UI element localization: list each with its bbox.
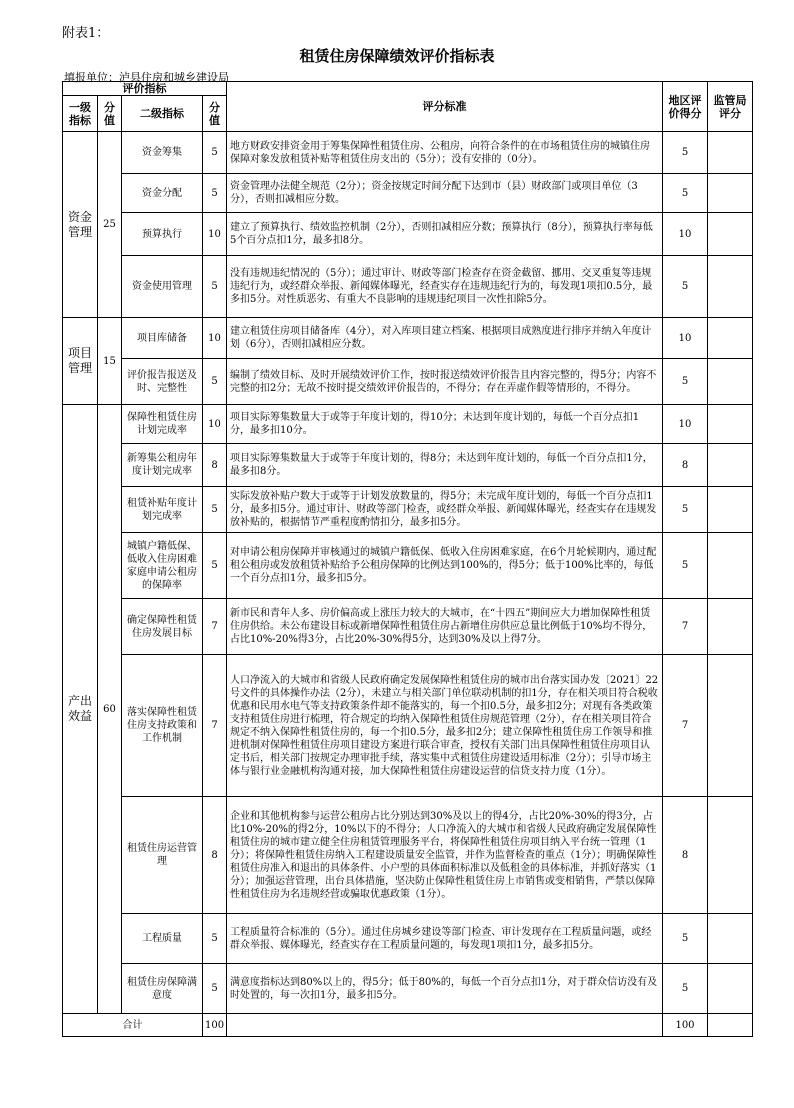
level2-score: 5 [203,487,227,533]
local-score: 10 [663,318,708,359]
level2-name: 城镇户籍低保、低收入住房困难家庭申请公租房的保障率 [122,533,203,599]
local-score: 5 [663,964,708,1014]
criteria-text: 编制了绩效目标、及时开展绩效评价工作，按时报送绩效评价报告且内容完整的，得5分；内容不完整的扣2分；无故不按时提交绩效评价报告的，不得分；存在弄虚作假等情形的，不得分。 [227,359,663,405]
local-score: 7 [663,655,708,797]
supervisor-score[interactable] [708,655,753,797]
annex-label: 附表1： [62,26,110,41]
criteria-text: 满意度指标达到80%以上的，得5分；低于80%的，每低一个百分点扣1分，对于群众信访没有及时处置的，每一次扣1分，最多扣5分。 [227,964,663,1014]
local-score: 10 [663,213,708,256]
table-row [63,797,753,914]
level1-name: 项目管理 [63,318,98,405]
total-local-score: 100 [663,1014,708,1037]
level2-score: 5 [203,174,227,213]
criteria-text: 对申请公租房保障并审核通过的城镇户籍低保、低收入住房困难家庭，在6个月轮候期内，通过配租公租房或发放租赁补贴给予公租房保障的比例达到100%的，得5分；低于100%比率的，每低一个百分点扣1分，最多扣5分。 [227,533,663,599]
criteria-text: 项目实际筹集数量大于或等于年度计划的，得10分；未达到年度计划的，每低一个百分点扣1分，最多扣10分。 [227,405,663,444]
level2-score: 5 [203,914,227,964]
criteria-text: 工程质量符合标准的（5分）。通过住房城乡建设等部门检查、审计发现存在工程质量问题，或经群众举报、媒体曝光，经查实存在工程质量问题的，每发现1项扣1分，最多扣5分。 [227,914,663,964]
criteria-text: 人口净流入的大城市和省级人民政府确定发展保障性租赁住房的城市出台落实国办发〔2021〕22号文件的具体操作办法（2分），未建立与相关部门单位联动机制的扣1分，存在相关项目符合税收优惠和民用水电气等支持政策条件却不能落实的，每一个扣0.5分，最多扣2分；对现有各类政策支持租赁住房进行梳理，符合规定的均纳入保障性租赁住房规范管理（2分），存在相关项目符合规定不纳入保障性租赁住房的，每一个扣0.5分，最多扣2分；建立保障性租赁住房工作领导和推进机制对保障性租赁住房项目建设方案进行联合审查，授权有关部门出具保障性租赁住房项目认定书后，相关部门按规定办理审批手续，落实集中式租赁住房建设适用标准（2分）；引导市场主体与银行业金融机构沟通对接，加大保障性租赁住房建设运营的信贷支持力度（1分）。 [227,655,663,797]
table-row [63,914,753,964]
local-score: 5 [663,533,708,599]
local-score: 5 [663,256,708,318]
level2-score: 5 [203,359,227,405]
criteria-text: 新市民和青年人多、房价偏高或上涨压力较大的大城市，在“十四五”期间应大力增加保障性租赁住房供给。未公布建设目标或新增保障性租赁住房占新增住房供应总量比例低于10%均不得分，占比10%-20%得3分，占比20%-30%得5分，达到30%及以上得7分。 [227,599,663,655]
total-supervisor-score[interactable] [708,1014,753,1037]
table-row [63,533,753,599]
criteria-text: 没有违规违纪情况的（5分）；通过审计、财政等部门检查存在资金截留、挪用、交叉重复等违规违纪行为，或经群众举报、新闻媒体曝光，经查实存在违规违纪行为的，每发现1项扣0.5分，最多扣5分。对性质恶劣、有重大不良影响的违规违纪项目一次性扣除5分。 [227,256,663,318]
table-row [63,655,753,797]
supervisor-score[interactable] [708,132,753,174]
level2-name: 项目库储备 [122,318,203,359]
criteria-text: 项目实际筹集数量大于或等于年度计划的，得8分；未达到年度计划的，每低一个百分点扣1分，最多扣8分。 [227,444,663,487]
criteria-text: 实际发放补贴户数大于或等于计划发放数量的，得5分；未完成年度计划的，每低一个百分点扣1分，最多扣5分。通过审计、财政等部门检查，或经群众举报、新闻媒体曝光，经查实存在违规发放补贴的，根据情节严重程度酌情扣分，最多扣5分。 [227,487,663,533]
level2-name: 新筹集公租房年度计划完成率 [122,444,203,487]
supervisor-score[interactable] [708,533,753,599]
level1-name: 资金管理 [63,132,98,318]
level1-name: 产出效益 [63,405,98,1014]
local-score: 5 [663,132,708,174]
level2-name: 资金筹集 [122,132,203,174]
level1-score: 60 [98,405,122,1014]
supervisor-score[interactable] [708,599,753,655]
level1-score: 15 [98,318,122,405]
table-row [63,444,753,487]
table-row [63,359,753,405]
criteria-text: 企业和其他机构参与运营公租房占比分别达到30%及以上的得4分，占比20%-30%的得3分，占比10%-20%的得2分，10%以下的不得分；人口净流入的大城市和省级人民政府确定发展保障性租赁住房的城市建立健全住房租赁管理服务平台，将保障性租赁住房项目纳入平台统一管理（1分）；将保障性租赁住房纳入工程建设质量安全监管，并作为监督检查的重点（1分）；明确保障性租赁住房准入和退出的具体条件、小户型的具体面积标准以及低租金的具体标准，并抓好落实（1分）；加强运营管理，出台具体措施，坚决防止保障性租赁住房上市销售或变相销售，严禁以保障性租赁住房为名违规经营或骗取优惠政策（1分）。 [227,797,663,914]
local-score: 5 [663,914,708,964]
supervisor-score[interactable] [708,174,753,213]
criteria-text: 建立了预算执行、绩效监控机制（2分），否则扣减相应分数；预算执行（8分），预算执行率每低5个百分点扣1分，最多扣8分。 [227,213,663,256]
supervisor-score[interactable] [708,256,753,318]
supervisor-score[interactable] [708,213,753,256]
table-row [63,599,753,655]
total-criteria [227,1014,663,1037]
reporting-unit: 填报单位：泸县住房和城乡建设局 [64,71,229,84]
level2-score: 10 [203,318,227,359]
table-row [63,174,753,213]
local-score: 5 [663,174,708,213]
level2-name: 确定保障性租赁住房发展目标 [122,599,203,655]
level2-name: 租赁补贴年度计划完成率 [122,487,203,533]
table-row [63,964,753,1014]
table-row [63,318,753,359]
header-supervisor-score: 监管局评分 [708,82,753,132]
table-row [63,213,753,256]
level2-score: 7 [203,655,227,797]
header-level1: 一级指标 [63,96,98,132]
header-score2: 分值 [203,96,227,132]
local-score: 8 [663,444,708,487]
supervisor-score[interactable] [708,444,753,487]
level2-score: 5 [203,132,227,174]
table-row [63,405,753,444]
local-score: 5 [663,487,708,533]
supervisor-score[interactable] [708,405,753,444]
local-score: 7 [663,599,708,655]
total-score: 100 [203,1014,227,1037]
level2-name: 评价报告报送及时、完整性 [122,359,203,405]
level2-score: 5 [203,964,227,1014]
supervisor-score[interactable] [708,318,753,359]
level2-name: 保障性租赁住房计划完成率 [122,405,203,444]
table-row [63,487,753,533]
level2-name: 落实保障性租赁住房支持政策和工作机制 [122,655,203,797]
total-row [63,1014,753,1037]
evaluation-table [62,81,753,1037]
header-local-score: 地区评价得分 [663,82,708,132]
local-score: 8 [663,797,708,914]
supervisor-score[interactable] [708,487,753,533]
supervisor-score[interactable] [708,797,753,914]
level2-score: 10 [203,405,227,444]
level1-score: 25 [98,132,122,318]
level2-score: 8 [203,444,227,487]
level2-score: 8 [203,797,227,914]
supervisor-score[interactable] [708,359,753,405]
header-level2: 二级指标 [122,96,203,132]
level2-score: 7 [203,599,227,655]
level2-name: 工程质量 [122,914,203,964]
table-row [63,256,753,318]
local-score: 5 [663,359,708,405]
header-criteria: 评分标准 [227,82,663,132]
table-row [63,132,753,174]
criteria-text: 资金管理办法健全规范（2分）；资金按规定时间分配下达到市（县）财政部门或项目单位（3分），否则扣减相应分数。 [227,174,663,213]
level2-score: 10 [203,213,227,256]
supervisor-score[interactable] [708,964,753,1014]
level2-name: 租赁住房运营管理 [122,797,203,914]
header-score: 分值 [98,96,122,132]
level2-score: 5 [203,533,227,599]
header-row-top [63,82,753,96]
level2-score: 5 [203,256,227,318]
local-score: 10 [663,405,708,444]
document-title: 租赁住房保障绩效评价指标表 [299,47,495,65]
header-indicators: 评价指标 [63,82,227,96]
supervisor-score[interactable] [708,914,753,964]
level2-name: 租赁住房保障满意度 [122,964,203,1014]
level2-name: 预算执行 [122,213,203,256]
total-label: 合计 [63,1014,203,1037]
level2-name: 资金使用管理 [122,256,203,318]
criteria-text: 建立租赁住房项目储备库（4分），对入库项目建立档案、根据项目成熟度进行排序并纳入年度计划（6分），否则扣减相应分数。 [227,318,663,359]
criteria-text: 地方财政安排资金用于筹集保障性租赁住房、公租房，向符合条件的在市场租赁住房的城镇住房保障对象发放租赁补贴等租赁住房支出的（5分）；没有安排的（0分）。 [227,132,663,174]
level2-name: 资金分配 [122,174,203,213]
